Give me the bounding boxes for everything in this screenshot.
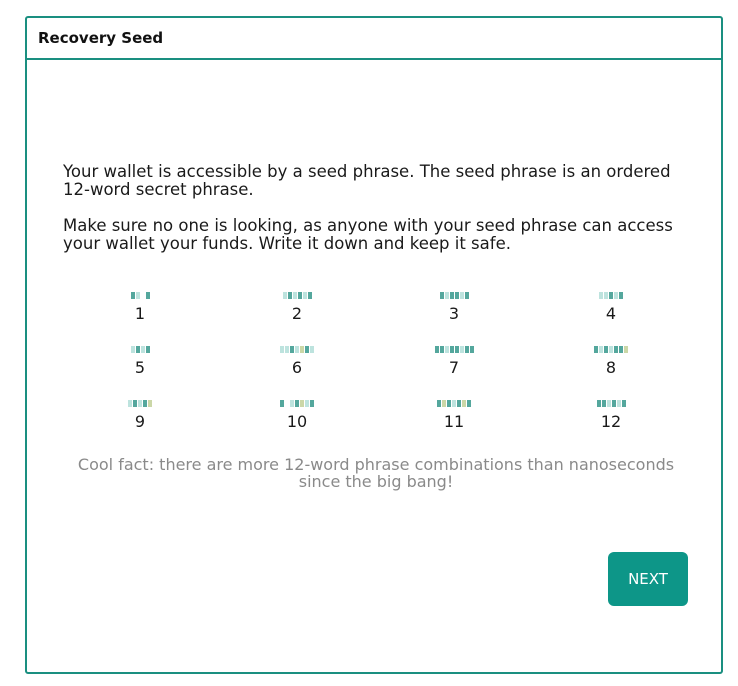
seed-word-5 xyxy=(90,342,190,378)
seed-word-number: 11 xyxy=(443,412,465,431)
seed-word-10 xyxy=(247,396,347,432)
security-warning-text: Make sure no one is looking, as anyone with your seed phrase can access your wallet your funds. Write it down and keep it safe. xyxy=(63,216,673,253)
blurred-seed-word xyxy=(90,396,190,410)
dialog-header xyxy=(27,18,721,60)
blurred-seed-word xyxy=(561,396,661,410)
seed-word-number: 1 xyxy=(134,304,146,323)
seed-word-number: 2 xyxy=(291,304,303,323)
seed-word-number: 3 xyxy=(448,304,460,323)
seed-word-9 xyxy=(90,396,190,432)
blurred-seed-word xyxy=(247,396,347,410)
seed-word-number: 12 xyxy=(600,412,622,431)
seed-word-7 xyxy=(404,342,504,378)
blurred-seed-word xyxy=(404,342,504,356)
seed-word-3 xyxy=(404,288,504,324)
seed-word-number: 10 xyxy=(286,412,308,431)
seed-word-6 xyxy=(247,342,347,378)
dialog-title: Recovery Seed xyxy=(38,29,164,47)
seed-word-11 xyxy=(404,396,504,432)
next-button[interactable]: NEXT xyxy=(608,552,688,606)
recovery-seed-dialog xyxy=(25,16,723,674)
seed-word-number: 7 xyxy=(448,358,460,377)
seed-word-number: 9 xyxy=(134,412,146,431)
seed-word-8 xyxy=(561,342,661,378)
seed-word-1 xyxy=(90,288,190,324)
blurred-seed-word xyxy=(90,288,190,302)
blurred-seed-word xyxy=(247,342,347,356)
seed-word-number: 6 xyxy=(291,358,303,377)
seed-word-4 xyxy=(561,288,661,324)
cool-fact-text: Cool fact: there are more 12-word phrase combinations than nanoseconds since the big bang! xyxy=(77,455,675,491)
blurred-seed-word xyxy=(247,288,347,302)
seed-word-12 xyxy=(561,396,661,432)
blurred-seed-word xyxy=(404,288,504,302)
blurred-seed-word xyxy=(404,396,504,410)
blurred-seed-word xyxy=(561,288,661,302)
blurred-seed-word xyxy=(561,342,661,356)
blurred-seed-word xyxy=(90,342,190,356)
seed-word-2 xyxy=(247,288,347,324)
seed-explanation-text: Your wallet is accessible by a seed phrase. The seed phrase is an ordered 12-word secret phrase. xyxy=(63,162,671,199)
seed-word-number: 5 xyxy=(134,358,146,377)
seed-word-number: 4 xyxy=(605,304,617,323)
seed-word-number: 8 xyxy=(605,358,617,377)
